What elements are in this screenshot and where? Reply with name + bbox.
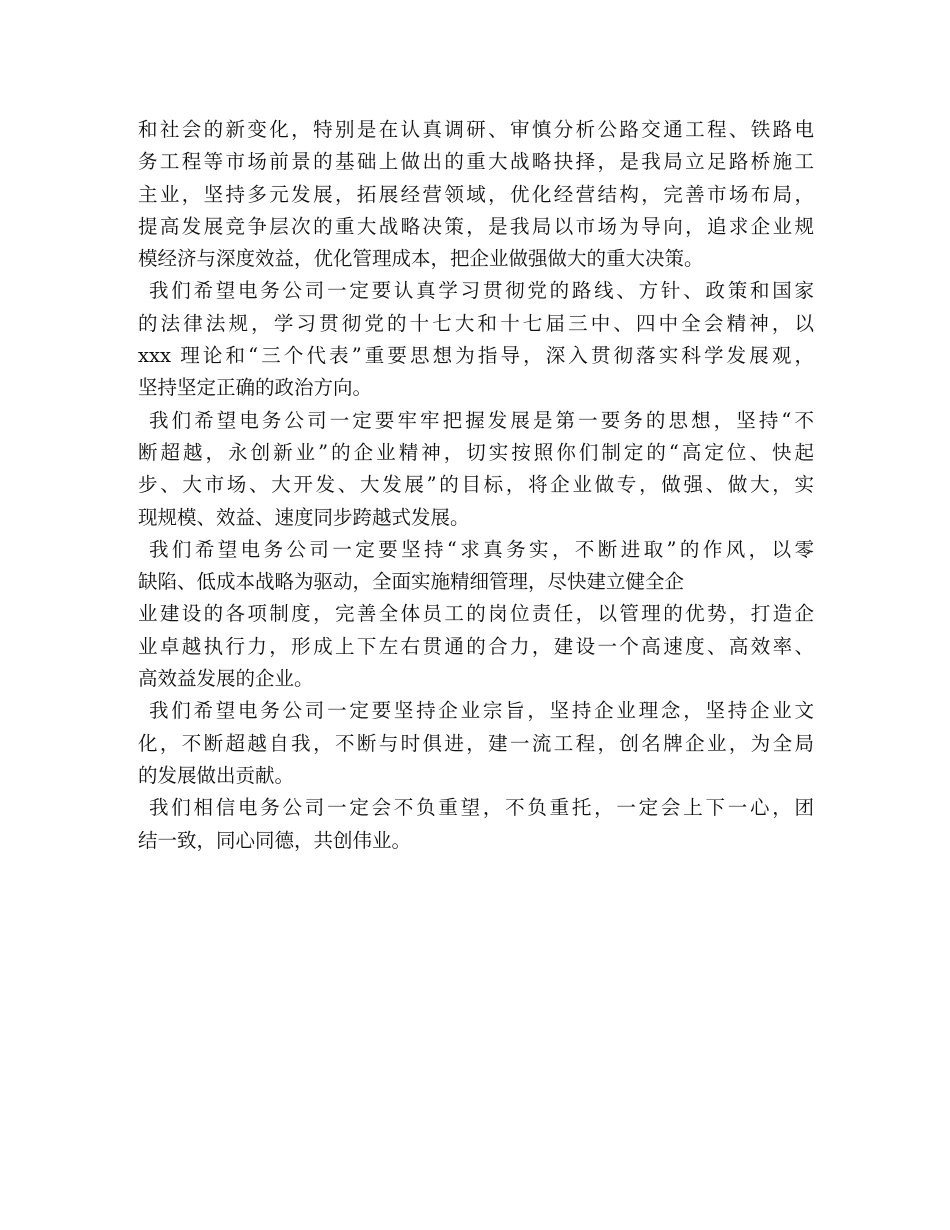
text-line: 模经济与深度效益，优化管理成本，把企业做强做大的重大决策。	[138, 247, 704, 271]
document-body	[138, 114, 814, 857]
text-line: 务工程等市场前景的基础上做出的重大战略抉择，是我局立足路桥施工	[138, 150, 814, 174]
paragraph-3	[138, 405, 814, 534]
text-line: 现规模、效益、速度同步跨越式发展。	[138, 505, 470, 529]
text-line: 业卓越执行力，形成上下左右贯通的合力，建设一个高速度、高效率、	[138, 634, 814, 658]
text-line: 结一致，同心同德，共创伟业。	[138, 828, 412, 852]
text-line: 步、大市场、大开发、大发展”的目标，将企业做专，做强、做大，实	[138, 473, 814, 497]
text-line: 我们希望电务公司一定要牢牢把握发展是第一要务的思想，坚持“不	[149, 408, 814, 432]
text-line: 的法律法规，学习贯彻党的十七大和十七届三中、四中全会精神，以	[138, 311, 814, 335]
text-line: 我们希望电务公司一定要认真学习贯彻党的路线、方针、政策和国家	[149, 279, 814, 303]
text-line: 提高发展竞争层次的重大战略决策，是我局以市场为导向，追求企业规	[138, 214, 814, 238]
text-line: 我们希望电务公司一定要坚持“求真务实，不断进取”的作风，以零	[149, 537, 814, 561]
text-line: 我们希望电务公司一定要坚持企业宗旨，坚持企业理念，坚持企业文	[149, 699, 814, 723]
text-line: 的发展做出贡献。	[138, 763, 295, 787]
text-line: 坚持坚定正确的政治方向。	[138, 376, 373, 400]
paragraph-5	[138, 695, 814, 792]
text-line: xxx 理论和“三个代表”重要思想为指导，深入贯彻落实科学发展观，	[138, 344, 814, 368]
paragraph-1	[138, 114, 814, 275]
paragraph-2	[138, 275, 814, 404]
text-line: 主业，坚持多元发展，拓展经营领域，优化经营结构，完善市场布局，	[138, 182, 814, 206]
text-line: 高效益发展的企业。	[138, 667, 314, 691]
text-line: 断超越，永创新业”的企业精神，切实按照你们制定的“高定位、快起	[138, 440, 814, 464]
text-line: 化，不断超越自我，不断与时俱进，建一流工程，创名牌企业，为全局	[138, 731, 814, 755]
text-line: 业建设的各项制度，完善全体员工的岗位责任，以管理的优势，打造企	[138, 602, 814, 626]
text-line: 和社会的新变化，特别是在认真调研、审慎分析公路交通工程、铁路电	[138, 118, 814, 141]
paragraph-6	[138, 792, 814, 857]
paragraph-4	[138, 534, 814, 695]
text-line: 我们相信电务公司一定会不负重望，不负重托，一定会上下一心，团	[149, 796, 814, 820]
text-line: 缺陷、低成本战略为驱动，全面实施精细管理，尽快建立健全企	[138, 570, 685, 594]
